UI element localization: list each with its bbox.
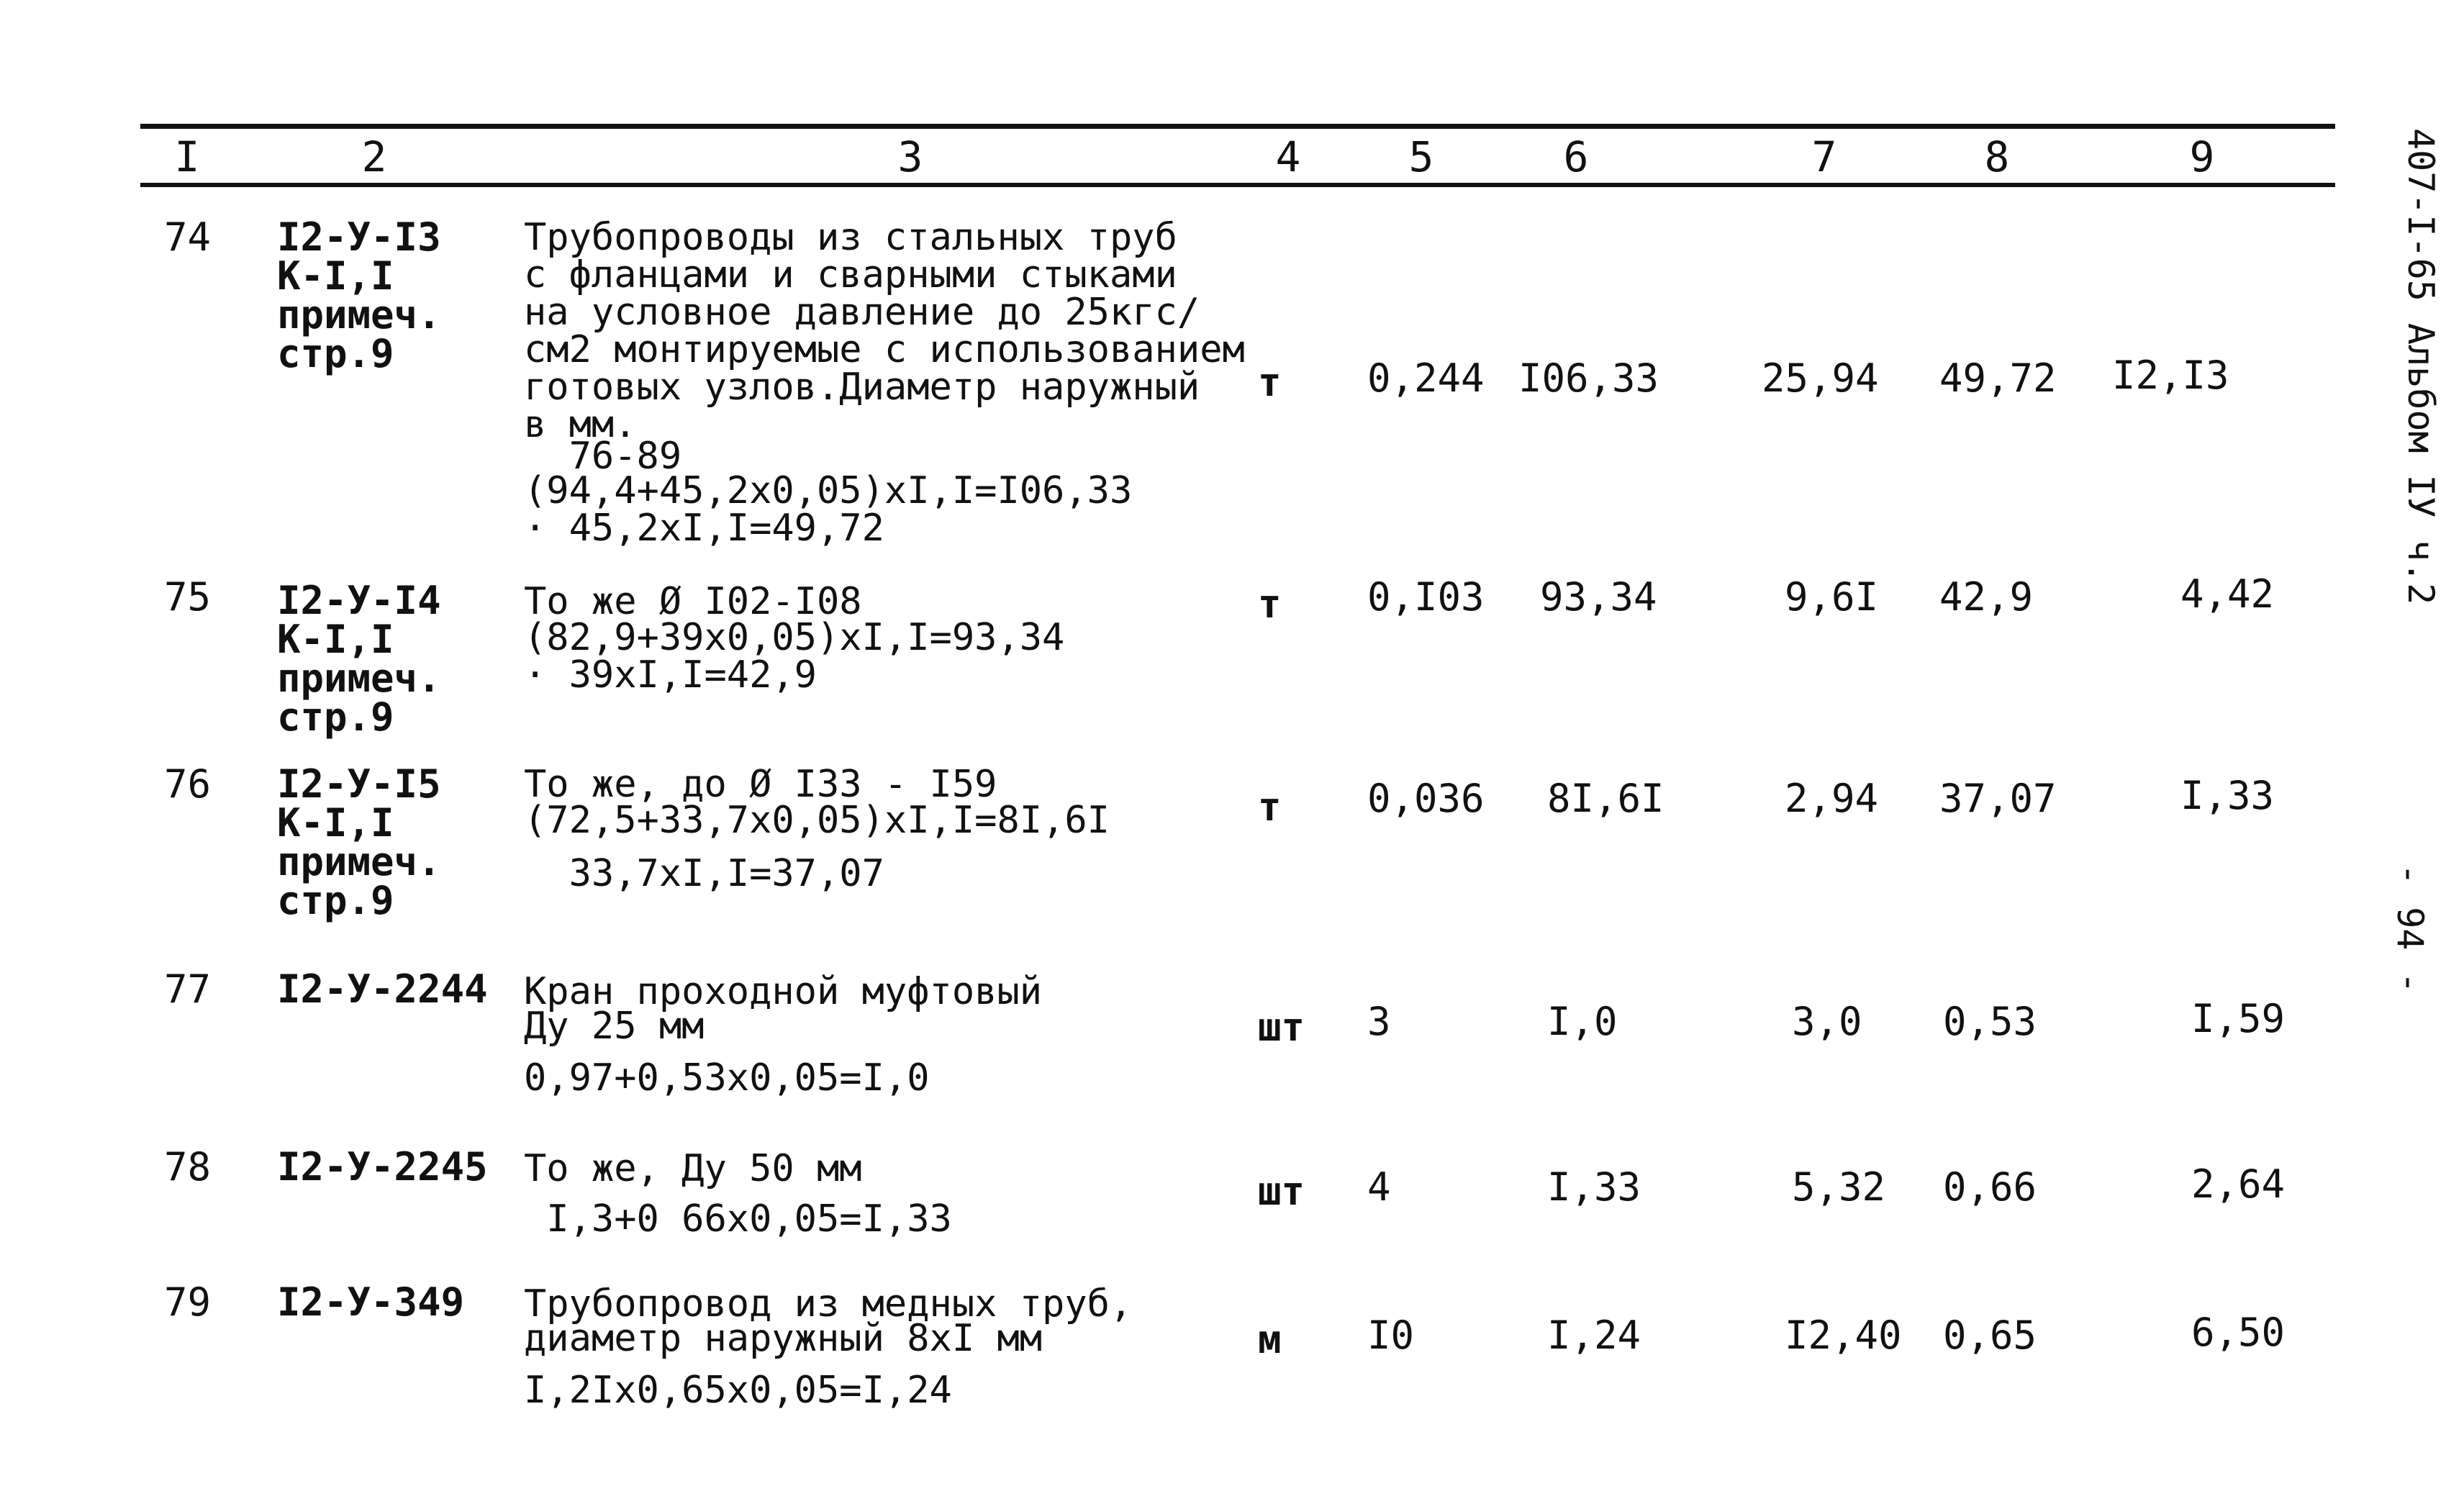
row-number: 78 xyxy=(164,1144,212,1190)
row-code-line: стр.9 xyxy=(277,694,394,740)
row-code-line: I2-У-2245 xyxy=(277,1144,488,1190)
row-col-7: I2,40 xyxy=(1785,1313,1902,1358)
row-description-line: (82,9+39x0,05)xI,I=93,34 xyxy=(524,616,1065,659)
row-description-line: 0,97+0,53x0,05=I,0 xyxy=(524,1056,930,1100)
header-col-8: 8 xyxy=(1984,132,2010,181)
header-col-5: 5 xyxy=(1408,132,1434,181)
row-code-line: примеч. xyxy=(277,839,441,884)
header-col-1: I xyxy=(174,132,200,181)
row-col-8: 0,66 xyxy=(1943,1164,2037,1210)
row-description-line: (94,4+45,2x0,05)xI,I=I06,33 xyxy=(524,469,1133,512)
row-unit: шт xyxy=(1258,1169,1305,1214)
row-description-line: с фланцами и сварными стыками xyxy=(524,253,1177,296)
row-col-8: 42,9 xyxy=(1939,574,2034,620)
header-col-6: 6 xyxy=(1563,132,1589,181)
row-col-5: 0,I03 xyxy=(1367,574,1485,620)
row-col-6: 8I,6I xyxy=(1547,776,1664,821)
row-col-6: I,0 xyxy=(1547,999,1618,1044)
header-col-7: 7 xyxy=(1811,132,1837,181)
row-col-5: 0,036 xyxy=(1367,776,1485,821)
row-code-line: К-I,I xyxy=(277,800,394,846)
page-number: - 94 - xyxy=(2389,864,2431,994)
row-col-6: 93,34 xyxy=(1540,574,1657,620)
row-unit: т xyxy=(1258,784,1282,830)
header-col-9: 9 xyxy=(2189,132,2215,181)
row-col-9: 4,42 xyxy=(2180,571,2275,617)
row-unit: м xyxy=(1258,1317,1282,1362)
header-col-4: 4 xyxy=(1275,132,1301,181)
row-code-line: стр.9 xyxy=(277,331,394,376)
row-code-line: стр.9 xyxy=(277,878,394,923)
header-col-2: 2 xyxy=(361,132,387,181)
row-col-9: I2,I3 xyxy=(2112,353,2229,398)
row-col-9: 6,50 xyxy=(2191,1310,2286,1355)
row-number: 75 xyxy=(164,574,212,620)
row-code-line: примеч. xyxy=(277,292,441,338)
row-description-line: (72,5+33,7x0,05)xI,I=8I,6I xyxy=(524,799,1110,842)
row-col-5: 0,244 xyxy=(1367,355,1485,401)
row-code-line: I2-У-2244 xyxy=(277,966,488,1012)
row-unit: т xyxy=(1258,360,1282,405)
row-col-8: 37,07 xyxy=(1939,776,2057,821)
row-code-line: К-I,I xyxy=(277,617,394,662)
document-code-margin: 407-I-65 Альбом IУ ч.2 xyxy=(2400,128,2442,605)
row-description-line: I,3+0 66x0,05=I,33 xyxy=(524,1197,952,1241)
row-col-6: I,24 xyxy=(1547,1313,1641,1358)
row-col-5: 3 xyxy=(1367,999,1391,1044)
row-number: 79 xyxy=(164,1279,212,1325)
row-unit: т xyxy=(1258,581,1282,627)
row-col-7: 25,94 xyxy=(1762,355,1879,401)
row-description-line: Трубопровод из медных труб, xyxy=(524,1282,1133,1326)
table-top-rule xyxy=(140,124,2335,129)
row-code-line: I2-У-I5 xyxy=(277,761,441,807)
row-description-line: То же Ø I02-I08 xyxy=(524,580,862,623)
row-description-line: Ду 25 мм xyxy=(524,1005,705,1048)
row-col-9: 2,64 xyxy=(2191,1161,2286,1207)
row-code-line: I2-У-349 xyxy=(277,1279,465,1325)
row-code-line: примеч. xyxy=(277,656,441,701)
header-col-3: 3 xyxy=(897,132,923,181)
row-col-5: 4 xyxy=(1367,1164,1391,1210)
row-col-8: 0,65 xyxy=(1943,1313,2037,1358)
row-description-line: Трубопроводы из стальных труб xyxy=(524,216,1177,259)
row-col-7: 5,32 xyxy=(1792,1164,1886,1210)
row-col-5: I0 xyxy=(1367,1313,1415,1358)
header-bottom-rule xyxy=(140,183,2335,187)
row-unit: шт xyxy=(1258,1005,1305,1050)
row-col-6: I,33 xyxy=(1547,1164,1641,1210)
row-description-line: · 45,2xI,I=49,72 xyxy=(524,507,884,550)
row-description-line: То же, Ду 50 мм xyxy=(524,1147,862,1190)
row-description-line: · 39xI,I=42,9 xyxy=(524,653,817,697)
row-description-line: Кран проходной муфтовый xyxy=(524,970,1043,1013)
row-code-line: I2-У-I4 xyxy=(277,578,441,623)
row-number: 74 xyxy=(164,214,212,260)
row-description-line: в мм. xyxy=(524,403,637,446)
row-col-9: I,59 xyxy=(2191,996,2286,1041)
row-col-7: 2,94 xyxy=(1785,776,1879,821)
row-description-line: на условное давление до 25кгс/ xyxy=(524,291,1200,334)
row-col-7: 3,0 xyxy=(1792,999,1862,1044)
row-col-9: I,33 xyxy=(2180,773,2275,818)
row-description-line: 76-89 xyxy=(524,435,682,478)
row-description-line: То же, до Ø I33 - I59 xyxy=(524,763,997,806)
row-col-8: 49,72 xyxy=(1939,355,2057,401)
row-description-line: готовых узлов.Диаметр наружный xyxy=(524,366,1200,409)
row-code-line: К-I,I xyxy=(277,253,394,299)
row-col-7: 9,6I xyxy=(1785,574,1879,620)
row-col-8: 0,53 xyxy=(1943,999,2037,1044)
row-description-line: диаметр наружный 8xI мм xyxy=(524,1317,1043,1360)
row-description-line: см2 монтируемые с использованием xyxy=(524,328,1245,371)
row-description-line: 33,7xI,I=37,07 xyxy=(524,852,884,895)
row-col-6: I06,33 xyxy=(1518,355,1659,401)
row-number: 77 xyxy=(164,966,212,1012)
row-description-line: I,2Ix0,65x0,05=I,24 xyxy=(524,1369,952,1412)
row-number: 76 xyxy=(164,761,212,807)
row-code-line: I2-У-I3 xyxy=(277,214,441,260)
